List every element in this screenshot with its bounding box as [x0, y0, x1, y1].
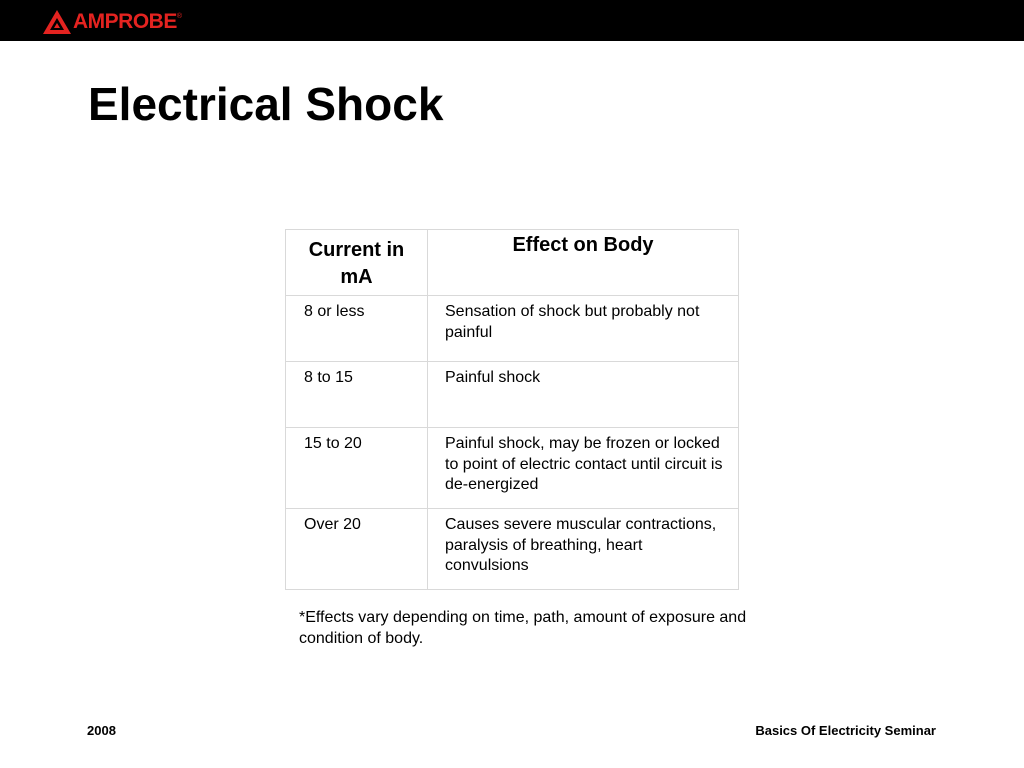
page-title: Electrical Shock	[88, 78, 444, 130]
table-row	[286, 428, 739, 509]
cell-effect: Causes severe muscular contractions, paralysis of breathing, heart convulsions	[428, 509, 739, 590]
shock-effects-table	[285, 229, 739, 590]
table-header-row	[286, 230, 739, 296]
cell-current: 8 or less	[286, 296, 428, 362]
amprobe-logo	[42, 9, 182, 35]
footnote: *Effects vary depending on time, path, amount of exposure and condition of body.	[299, 609, 747, 647]
table-row	[286, 296, 739, 362]
cell-effect: Painful shock	[428, 362, 739, 428]
cell-current: 15 to 20	[286, 428, 428, 509]
table-row	[286, 362, 739, 428]
header-current: Current in mA	[286, 230, 428, 296]
footer-seminar-title: Basics Of Electricity Seminar	[755, 723, 936, 738]
warning-triangle-icon	[42, 9, 72, 35]
cell-effect: Sensation of shock but probably not painful	[428, 296, 739, 362]
top-bar	[0, 0, 1024, 41]
footer-year: 2008	[87, 723, 116, 738]
registered-mark: ®	[176, 13, 183, 20]
cell-current: Over 20	[286, 509, 428, 590]
table-row	[286, 509, 739, 590]
cell-effect: Painful shock, may be frozen or locked to point of electric contact until circuit is de-energized	[428, 428, 739, 509]
brand-name: AMPROBE	[73, 10, 177, 33]
cell-current: 8 to 15	[286, 362, 428, 428]
header-effect: Effect on Body	[428, 230, 739, 296]
